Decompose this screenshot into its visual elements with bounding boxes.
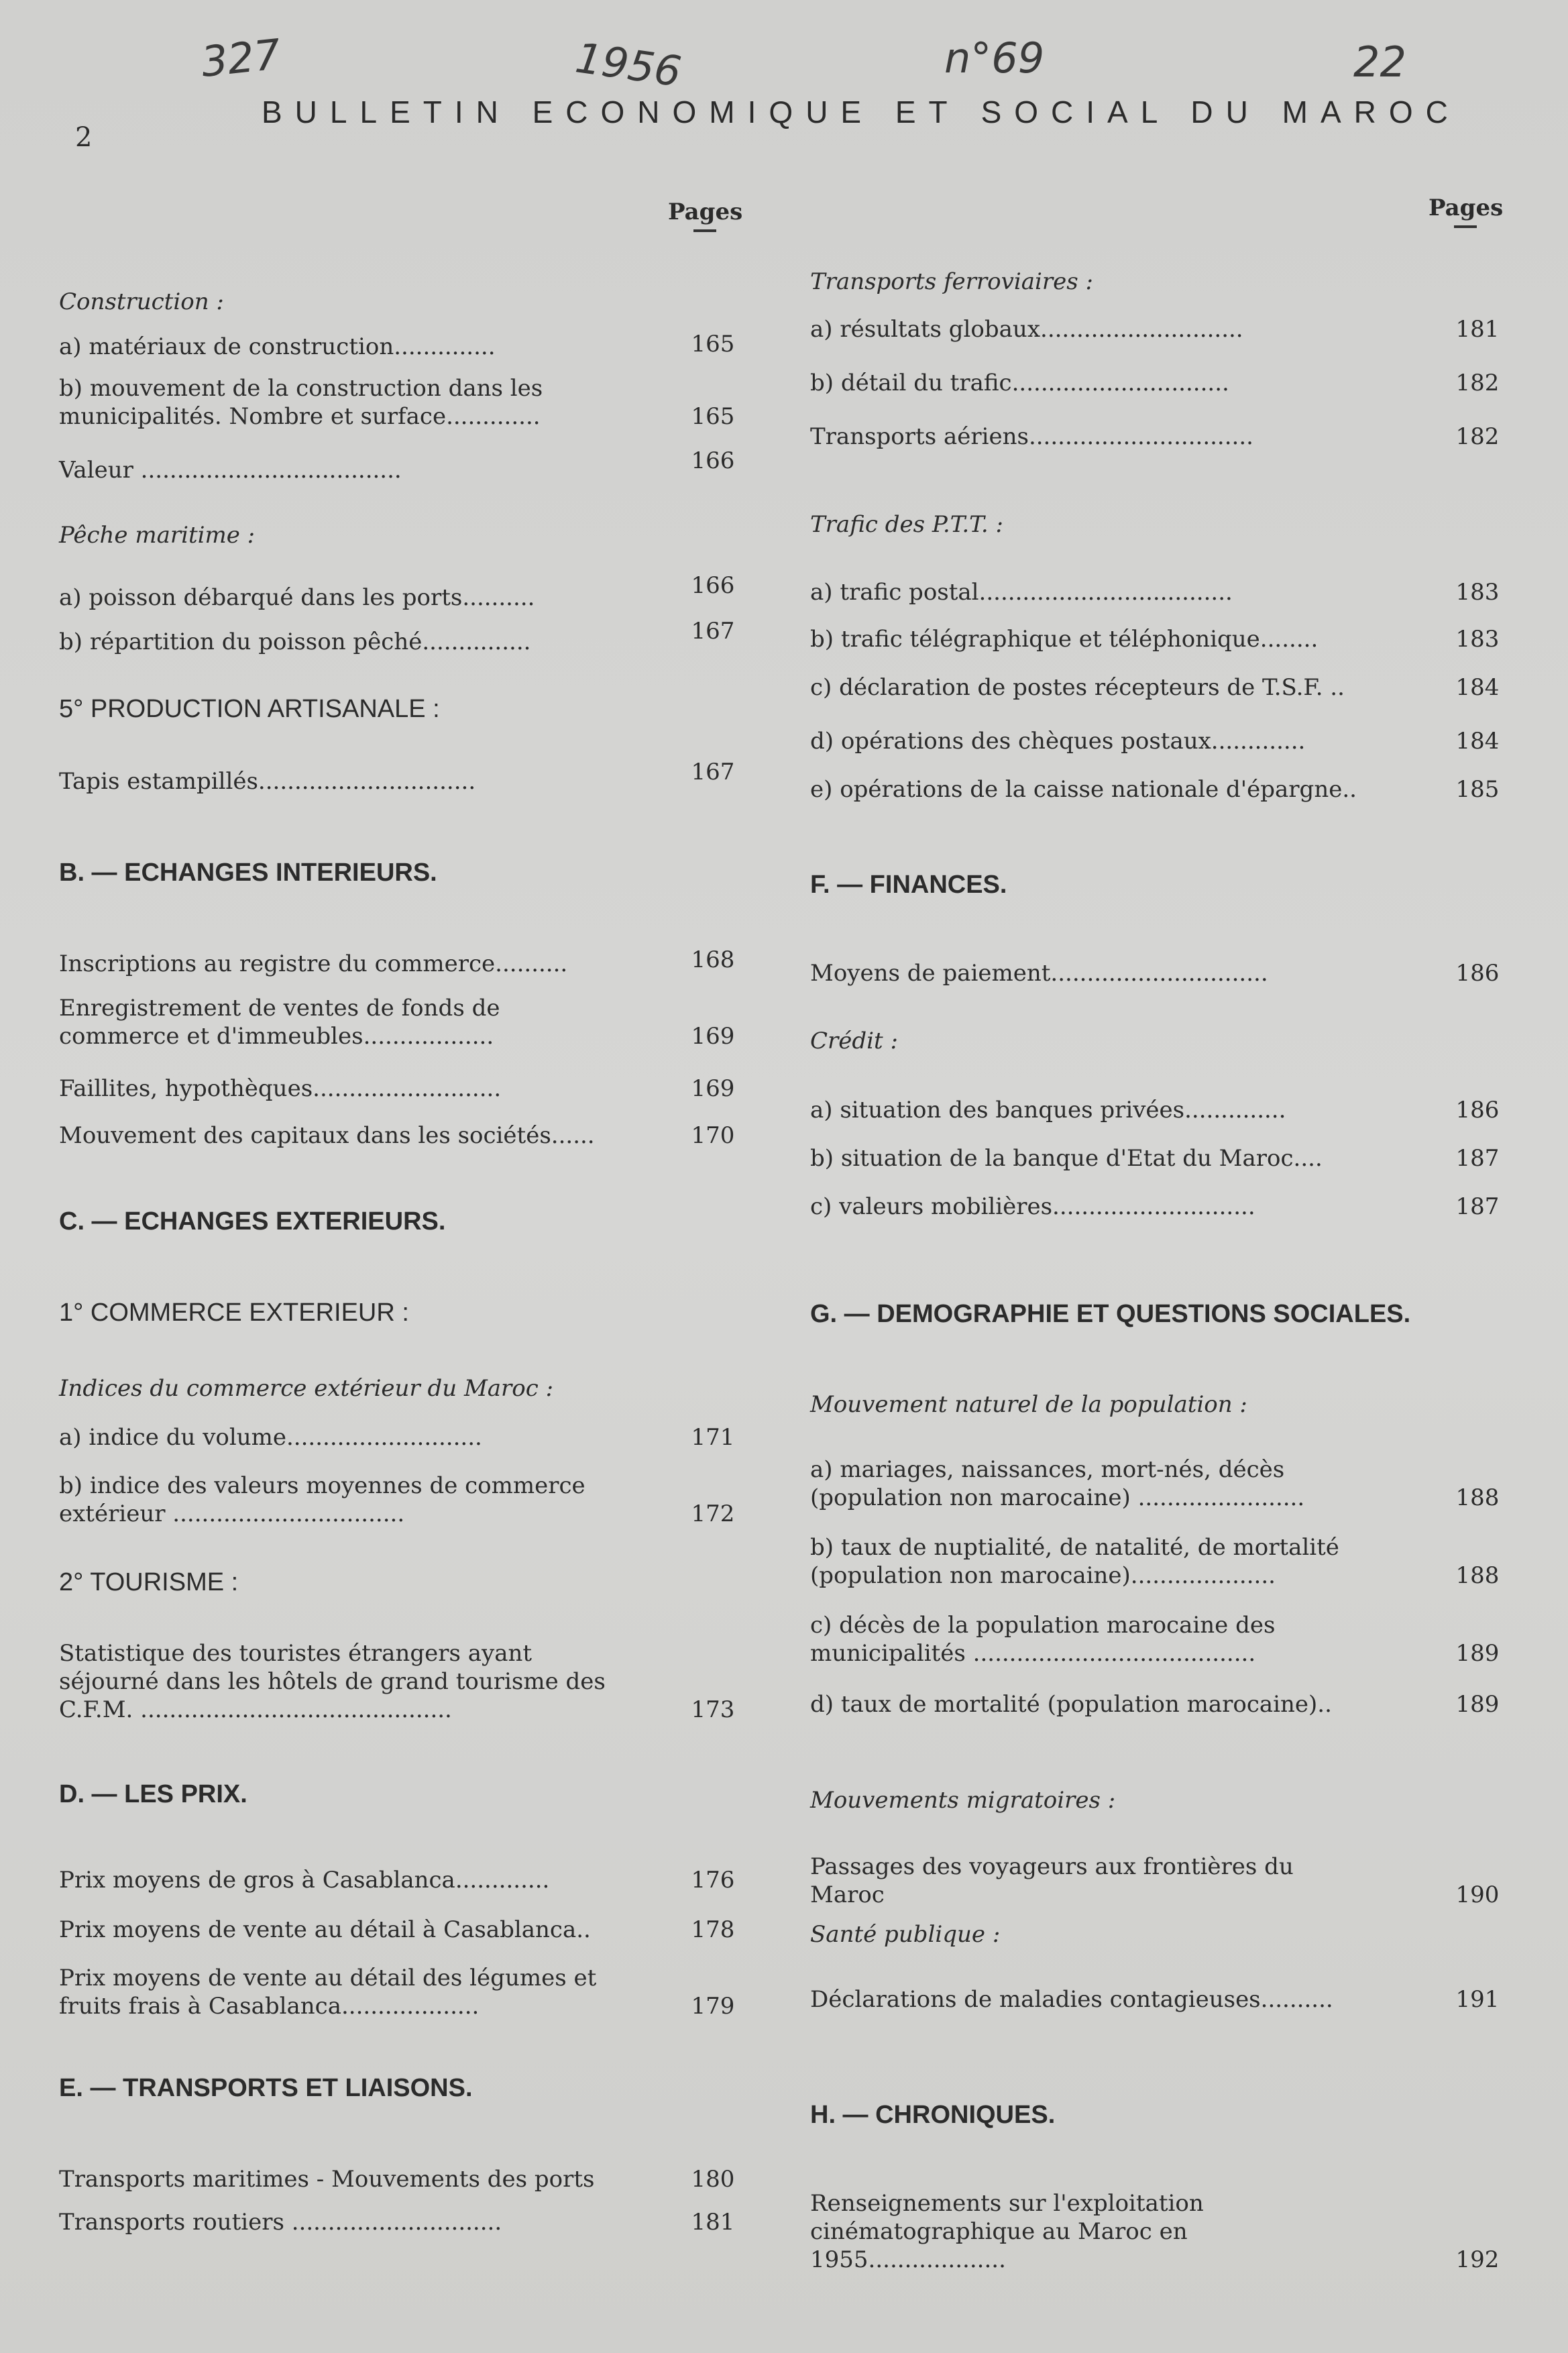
toc-entry: a) poisson débarqué dans les ports.......... — [59, 584, 535, 611]
toc-entry: b) mouvement de la construction dans les municipalités. Nombre et surface............. — [59, 375, 543, 430]
page-ref: 172 — [691, 1500, 735, 1527]
subsection-label: Crédit : — [810, 1028, 898, 1054]
subsection-label: Indices du commerce extérieur du Maroc : — [59, 1375, 554, 1402]
page-ref: 169 — [691, 1023, 735, 1050]
toc-entry: a) indice du volume........................... — [59, 1424, 482, 1451]
page-ref: 187 — [1455, 1145, 1500, 1172]
handwritten-note: 327 — [199, 30, 283, 87]
page-ref: 187 — [1455, 1193, 1500, 1220]
toc-entry: Inscriptions au registre du commerce.......... — [59, 950, 568, 977]
page-ref: 178 — [691, 1916, 735, 1943]
page-ref: 184 — [1455, 674, 1500, 701]
toc-entry: Prix moyens de vente au détail des légumes et fruits frais à Casablanca................... — [59, 1965, 597, 2020]
section-heading: D. — LES PRIX. — [59, 1780, 247, 1808]
page-ref: 192 — [1455, 2246, 1500, 2273]
toc-entry: a) mariages, naissances, mort-nés, décès (population non marocaine) ....................... — [810, 1456, 1305, 1511]
page-ref: 168 — [691, 946, 735, 973]
subsection-label: Mouvement naturel de la population : — [810, 1391, 1247, 1418]
toc-entry: e) opérations de la caisse nationale d'épargne.. — [810, 776, 1357, 803]
toc-entry: b) indice des valeurs moyennes de commerce extérieur ................................ — [59, 1472, 585, 1527]
page-ref: 171 — [691, 1424, 735, 1451]
toc-entry: Tapis estampillés.............................. — [59, 768, 476, 795]
toc-entry: b) répartition du poisson pêché............... — [59, 628, 531, 655]
page-ref: 186 — [1455, 960, 1500, 987]
toc-entry: b) détail du trafic.............................. — [810, 370, 1229, 396]
section-heading: 2° TOURISME : — [59, 1568, 239, 1596]
toc-entry: Faillites, hypothèques.......................... — [59, 1075, 502, 1102]
section-heading: 5° PRODUCTION ARTISANALE : — [59, 695, 440, 723]
page-ref: 179 — [691, 1993, 735, 2020]
page-ref: 182 — [1455, 423, 1500, 450]
page-ref: 173 — [691, 1696, 735, 1723]
page-ref: 183 — [1455, 626, 1500, 653]
toc-entry: c) déclaration de postes récepteurs de T.S.F. .. — [810, 674, 1345, 701]
section-heading: E. — TRANSPORTS ET LIAISONS. — [59, 2074, 473, 2102]
page-ref: 190 — [1455, 1881, 1500, 1908]
page-ref: 166 — [691, 572, 735, 599]
toc-entry: Enregistrement de ventes de fonds de commerce et d'immeubles.................. — [59, 995, 500, 1050]
page-ref: 169 — [691, 1075, 735, 1102]
section-heading: 1° COMMERCE EXTERIEUR : — [59, 1299, 409, 1327]
section-heading: C. — ECHANGES EXTERIEURS. — [59, 1207, 446, 1236]
section-heading: G. — DEMOGRAPHIE ET QUESTIONS SOCIALES. — [810, 1300, 1411, 1328]
pages-column-header: Pages — [668, 199, 742, 232]
page-ref: 188 — [1455, 1484, 1500, 1511]
toc-entry: a) situation des banques privées.............. — [810, 1097, 1286, 1124]
toc-entry: Transports aériens............................... — [810, 423, 1253, 450]
toc-entry: d) taux de mortalité (population marocaine).. — [810, 1691, 1332, 1718]
page-ref: 181 — [691, 2209, 735, 2236]
toc-entry: c) valeurs mobilières............................ — [810, 1193, 1255, 1220]
toc-entry: Prix moyens de vente au détail à Casablanca.. — [59, 1916, 591, 1943]
toc-entry: Statistique des touristes étrangers ayant séjourné dans les hôtels de grand tourisme des C.F.M. ........................................... — [59, 1640, 606, 1723]
subsection-label: Construction : — [59, 288, 224, 315]
handwritten-note: n°69 — [944, 34, 1045, 83]
toc-entry: b) taux de nuptialité, de natalité, de mortalité (population non marocaine).................... — [810, 1534, 1339, 1589]
subsection-label: Santé publique : — [810, 1921, 1001, 1948]
subsection-label: Trafic des P.T.T. : — [810, 511, 1003, 538]
subsection-label: Mouvements migratoires : — [810, 1787, 1116, 1814]
page-ref: 165 — [691, 403, 735, 430]
page-ref: 191 — [1455, 1986, 1500, 2013]
page-ref: 167 — [691, 618, 735, 645]
toc-entry: a) matériaux de construction.............. — [59, 333, 496, 360]
page-ref: 176 — [691, 1867, 735, 1894]
section-heading: B. — ECHANGES INTERIEURS. — [59, 859, 437, 887]
handwritten-note: 22 — [1353, 38, 1406, 87]
page-ref: 166 — [691, 447, 735, 474]
subsection-label: Transports ferroviaires : — [810, 268, 1093, 295]
page-ref: 184 — [1455, 728, 1500, 755]
toc-entry: d) opérations des chèques postaux............. — [810, 728, 1306, 755]
toc-entry: b) situation de la banque d'Etat du Maroc.... — [810, 1145, 1323, 1172]
page-ref: 180 — [691, 2166, 735, 2193]
page-ref: 170 — [691, 1122, 735, 1149]
page-ref: 189 — [1455, 1640, 1500, 1667]
toc-entry: Transports maritimes - Mouvements des ports — [59, 2166, 595, 2193]
toc-entry: a) résultats globaux............................ — [810, 316, 1243, 343]
handwritten-note: 1956 — [572, 33, 685, 97]
toc-entry: Moyens de paiement.............................. — [810, 960, 1268, 987]
page-ref: 185 — [1455, 776, 1500, 803]
page-ref: 186 — [1455, 1097, 1500, 1124]
subsection-label: Pêche maritime : — [59, 522, 256, 549]
toc-entry: Renseignements sur l'exploitation cinématographique au Maroc en 1955................... — [810, 2190, 1204, 2273]
toc-entry: Déclarations de maladies contagieuses.......... — [810, 1986, 1333, 2013]
page-number: 2 — [75, 122, 93, 153]
toc-entry: c) décès de la population marocaine des municipalités ....................................... — [810, 1612, 1276, 1667]
toc-entry: a) trafic postal................................... — [810, 579, 1233, 606]
page-ref: 181 — [1455, 316, 1500, 343]
page-ref: 167 — [691, 759, 735, 785]
page-title: BULLETIN ECONOMIQUE ET SOCIAL DU MAROC — [262, 95, 1461, 129]
toc-entry: Passages des voyageurs aux frontières du Maroc — [810, 1853, 1294, 1908]
page-ref: 189 — [1455, 1691, 1500, 1718]
section-heading: F. — FINANCES. — [810, 871, 1007, 899]
page-ref: 182 — [1455, 370, 1500, 396]
section-heading: H. — CHRONIQUES. — [810, 2101, 1056, 2129]
toc-entry: Prix moyens de gros à Casablanca............. — [59, 1867, 550, 1894]
toc-entry: Transports routiers ............................. — [59, 2209, 502, 2236]
toc-entry: Mouvement des capitaux dans les sociétés...... — [59, 1122, 595, 1149]
page-ref: 183 — [1455, 579, 1500, 606]
page-ref: 188 — [1455, 1562, 1500, 1589]
toc-entry: Valeur .................................... — [59, 457, 402, 484]
page-ref: 165 — [691, 331, 735, 358]
toc-entry: b) trafic télégraphique et téléphonique........ — [810, 626, 1319, 653]
pages-column-header: Pages — [1429, 195, 1502, 228]
